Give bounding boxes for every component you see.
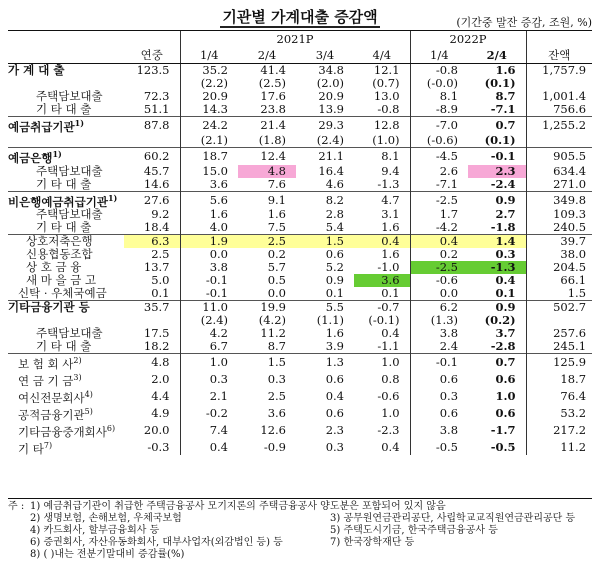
table-row: [8, 371, 592, 388]
header-row-quarters: [8, 47, 592, 64]
table-cell: 6.3: [124, 235, 180, 249]
table-cell: 14.6: [143, 176, 170, 191]
table-cell: 4.9: [151, 405, 170, 420]
table-cell: 204.5: [526, 261, 592, 274]
table-cell: 6.2: [410, 301, 468, 315]
table-cell: 18.2: [143, 339, 170, 354]
table-cell: 2.3: [325, 422, 344, 437]
table-cell: 0.5: [267, 273, 286, 288]
page-title: 기관별 가계대출 증감액: [222, 8, 378, 26]
table-cell: (1.0): [372, 132, 400, 147]
table-cell: (1.3): [410, 314, 468, 327]
table-cell: 0.6: [325, 372, 344, 387]
table-cell: 0.0: [267, 286, 286, 301]
table-cell: 1.7: [410, 208, 468, 221]
table-cell: 2.5: [151, 247, 170, 262]
table-cell: 1.3: [296, 354, 354, 371]
table-row: [8, 178, 592, 192]
table-cell: -0.5: [410, 439, 468, 456]
table-cell: 2.6: [410, 165, 468, 178]
table-cell: 0.9: [468, 191, 526, 208]
table-cell: 123.5: [124, 64, 180, 78]
table-cell: 12.4: [238, 147, 296, 164]
row-label: 신용협동조합: [26, 247, 93, 262]
table-cell: 3.6: [180, 178, 238, 192]
table-cell: 5.6: [180, 191, 238, 208]
table-cell: 2.7: [495, 207, 516, 222]
table-cell: 0.6: [495, 405, 516, 420]
table-cell: 0.3: [410, 388, 468, 405]
table-cell: 0.7: [468, 117, 526, 134]
row-label: 여신전문회사$^{4)}$: [18, 390, 93, 405]
table-cell: 2.1: [180, 388, 238, 405]
row-label: 가 계 대 출: [8, 64, 124, 78]
table-cell: -0.3: [147, 439, 170, 454]
table-cell: 3.6: [354, 274, 410, 287]
table-cell: 634.4: [526, 165, 592, 178]
table-cell: 27.6: [124, 191, 180, 208]
table-cell: 20.0: [143, 422, 170, 437]
table-cell: 0.3: [495, 247, 516, 262]
table-cell: -0.6: [377, 389, 400, 404]
table-cell: 0.6: [410, 371, 468, 388]
row-label: 예금취급기관$^{1)}$: [8, 117, 124, 134]
table-cell: -8.9: [410, 103, 468, 117]
table-cell: 0.8: [381, 372, 400, 387]
unit-note: (기간중 말잔 증감, 조원, %): [456, 16, 592, 29]
table-cell: 0.1: [381, 286, 400, 301]
table-cell: 1.6: [180, 208, 238, 221]
table-cell: 0.0: [180, 248, 238, 261]
header-q: 2/4: [468, 47, 526, 64]
table-cell: 2.5: [238, 235, 296, 249]
table-cell: 3.6: [267, 405, 286, 420]
table-cell: 3.7: [495, 326, 516, 341]
table-cell: 7.5: [267, 220, 286, 235]
table-cell: 2.3: [468, 165, 526, 178]
table-row: [8, 354, 592, 371]
table-cell: 0.7: [468, 354, 526, 371]
table-cell: -1.0: [377, 260, 400, 275]
footnote-1: 1) 예금취급기관이 취급한 주택금융공사 모기지론의 주택금융공사 양도분은 포함되어 있지 않음: [30, 501, 446, 512]
header-q: 2/4: [238, 47, 296, 64]
table-cell: -0.1: [180, 287, 238, 301]
table-cell: 4.2: [180, 327, 238, 340]
table-row: [8, 103, 592, 117]
table-cell: 1.5: [296, 235, 354, 249]
table-cell: -7.1: [410, 178, 468, 192]
table-cell: 12.1: [354, 64, 410, 78]
table-row: [8, 221, 592, 235]
footnote-4: 4) 카드회사, 할부금융회사 등: [30, 525, 160, 536]
table-row: [8, 405, 592, 422]
table-cell: (-0.6): [410, 134, 468, 148]
table-cell: -1.3: [377, 176, 400, 191]
table-cell: 11.0: [180, 301, 238, 315]
table-cell: 9.4: [381, 163, 400, 178]
table-cell: 245.1: [526, 340, 592, 354]
table-cell: 13.7: [143, 260, 170, 275]
table-cell: 1.6: [381, 247, 400, 262]
table-cell: (2.5): [258, 76, 286, 90]
table-row: [8, 287, 592, 301]
table-cell: 8.7: [267, 339, 286, 354]
table-cell: -0.9: [263, 439, 286, 454]
table-cell: 0.6: [495, 372, 516, 387]
table-cell: 34.8: [296, 64, 354, 78]
table-cell: 1.6: [468, 64, 526, 78]
table-cell: 502.7: [526, 301, 592, 315]
table-cell: -0.8: [377, 102, 400, 116]
table-cell: (0.1): [484, 132, 516, 147]
table-cell: 0.6: [410, 405, 468, 422]
table-cell: (2.1): [180, 134, 238, 148]
table-cell: 0.4: [381, 439, 400, 454]
table-cell: 0.3: [180, 371, 238, 388]
table-cell: -0.1: [410, 354, 468, 371]
table-cell: -2.3: [377, 422, 400, 437]
table-cell: (-0.1): [368, 313, 400, 328]
table-row: [8, 165, 592, 178]
table-cell: 39.7: [526, 235, 592, 249]
table-cell: (0.2): [484, 313, 516, 328]
table-cell: -0.1: [180, 274, 238, 287]
table-cell: -7.0: [410, 117, 468, 134]
table-cell: 0.1: [495, 286, 516, 301]
table-cell: -1.1: [377, 339, 400, 354]
table-cell: 5.5: [296, 301, 354, 315]
table-cell: 5.7: [267, 260, 286, 275]
table-cell: 35.7: [124, 301, 180, 315]
table-cell: 35.2: [180, 64, 238, 78]
table-cell: 24.2: [180, 117, 238, 134]
table-row: [8, 301, 592, 315]
table-cell: 8.2: [296, 191, 354, 208]
table-row: [8, 439, 592, 456]
table-row: [8, 134, 592, 148]
table-cell: (2.4): [180, 314, 238, 327]
footnotes: [8, 498, 592, 561]
table-cell: 3.1: [381, 207, 400, 222]
table-cell: 7.6: [267, 176, 286, 191]
table-cell: (1.8): [258, 132, 286, 147]
table-cell: 1.0: [354, 354, 410, 371]
table-cell: 13.0: [373, 89, 400, 103]
table-cell: -0.7: [354, 301, 410, 315]
table-cell: 5.0: [151, 273, 170, 288]
header-row-years: [8, 31, 592, 48]
table-cell: 0.6: [325, 405, 344, 420]
table-row: [8, 64, 592, 78]
row-label: 연 금 기 금$^{3)}$: [18, 373, 82, 389]
table-cell: 8.7: [495, 89, 516, 103]
table-row: [8, 235, 592, 249]
table-cell: 4.8: [124, 354, 180, 371]
table-cell: 0.9: [325, 273, 344, 288]
row-label: 기 타 대 출: [36, 176, 92, 191]
row-label: 예금은행$^{1)}$: [8, 147, 124, 164]
table-cell: 14.3: [180, 103, 238, 117]
table-cell: 217.2: [526, 422, 592, 439]
table-cell: -0.5: [490, 439, 516, 454]
row-label: 기 타 대 출: [36, 339, 92, 354]
table-cell: 257.6: [526, 327, 592, 340]
header-2022: 2022P: [410, 31, 526, 48]
table-cell: -0.2: [180, 405, 238, 422]
table-cell: 0.1: [325, 286, 344, 301]
table-cell: 38.0: [526, 248, 592, 261]
header-q: 4/4: [354, 47, 410, 64]
table-cell: 1.0: [381, 405, 400, 420]
footnote-6: 6) 증권회사, 자산유동화회사, 대부사업자(외감법인 등) 등: [30, 537, 283, 548]
table-cell: 109.3: [526, 208, 592, 221]
row-label: 상호저축은행: [8, 235, 124, 249]
table-cell: 45.7: [143, 163, 170, 178]
table-cell: (0.1): [484, 76, 516, 90]
table-cell: 6.7: [180, 340, 238, 354]
table-cell: 66.1: [526, 274, 592, 287]
header-2021: 2021P: [180, 31, 410, 48]
footnote-3: 3) 공무원연금관리공단, 사립학교교직원연금관리공단 등: [330, 513, 576, 524]
table-cell: 8.1: [354, 147, 410, 164]
table-cell: 9.1: [238, 191, 296, 208]
table-cell: -0.1: [468, 147, 526, 164]
table-cell: (4.2): [258, 313, 286, 328]
row-label: 주택담보대출: [36, 163, 103, 178]
table-cell: 2.8: [325, 207, 344, 222]
row-label: 기타금융기관 등: [8, 301, 124, 315]
row-label: 신탁 · 우체국예금: [18, 286, 107, 301]
table-cell: -4.5: [410, 147, 468, 164]
table-cell: 125.9: [526, 354, 592, 371]
table-cell: 21.4: [238, 117, 296, 134]
table-cell: 2.5: [267, 389, 286, 404]
table-cell: 0.4: [325, 389, 344, 404]
table-cell: 0.3: [267, 372, 286, 387]
table-row: [8, 147, 592, 164]
table-cell: 23.8: [260, 102, 286, 116]
table-cell: 1,001.4: [526, 90, 592, 103]
table-cell: 2.4: [410, 340, 468, 354]
table-row: [8, 340, 592, 354]
loan-table: [8, 30, 592, 455]
row-label: 주택담보대출: [36, 207, 103, 222]
table-cell: -1.3: [468, 261, 526, 274]
table-cell: 29.3: [296, 117, 354, 134]
row-label: 기 타$^{7)}$: [18, 440, 53, 456]
table-cell: -0.8: [410, 64, 468, 78]
table-cell: (2.2): [180, 77, 238, 90]
table-cell: 271.0: [526, 178, 592, 192]
table-cell: 905.5: [526, 147, 592, 164]
row-label: 기 타 대 출: [36, 102, 92, 116]
table-cell: -0.6: [410, 274, 468, 287]
table-cell: 0.0: [410, 287, 468, 301]
table-cell: 18.4: [143, 220, 170, 235]
header-balance: 잔액: [526, 47, 592, 64]
table-cell: (-0.0): [410, 77, 468, 90]
table-cell: -1.7: [490, 422, 516, 437]
table-cell: 8.1: [410, 90, 468, 103]
table-cell: 4.8: [238, 165, 296, 178]
row-label: 비은행예금취급기관$^{1)}$: [8, 191, 124, 208]
table-row: [8, 117, 592, 134]
table-cell: 11.2: [260, 326, 286, 341]
footnote-lead: 주 :: [8, 501, 25, 512]
table-cell: 1.0: [180, 354, 238, 371]
header-q: 1/4: [410, 47, 468, 64]
footnote-2: 2) 생명보험, 손해보험, 우체국보험: [30, 513, 182, 524]
table-cell: 87.8: [124, 117, 180, 134]
table-row: [8, 191, 592, 208]
row-label: 주택담보대출: [36, 89, 103, 103]
table-cell: [526, 134, 592, 148]
row-label: [8, 134, 124, 148]
table-cell: 2.0: [151, 372, 170, 387]
table-cell: 349.8: [526, 191, 592, 208]
row-label: 주택담보대출: [36, 326, 103, 341]
table-cell: -2.4: [490, 176, 516, 191]
table-cell: -1.8: [490, 220, 516, 235]
table-cell: 21.1: [296, 147, 354, 164]
table-cell: 13.9: [318, 102, 344, 116]
table-cell: 1,757.9: [526, 64, 592, 78]
row-label: 새 마 을 금 고: [26, 273, 97, 288]
table-cell: 1.5: [526, 287, 592, 301]
table-cell: 240.5: [526, 221, 592, 235]
table-cell: 12.6: [260, 422, 286, 437]
row-label: 기타금융중개회사$^{6)}$: [18, 423, 116, 439]
table-cell: 1.6: [267, 207, 286, 222]
table-cell: 0.1: [151, 286, 170, 301]
table-cell: -7.1: [490, 102, 516, 116]
table-cell: 9.2: [151, 207, 170, 222]
table-cell: 4.0: [180, 221, 238, 235]
table-cell: 19.9: [238, 301, 296, 315]
table-cell: 0.4: [410, 235, 468, 249]
table-cell: 1.9: [180, 235, 238, 249]
header-annual: 연중: [124, 47, 180, 64]
table-cell: 12.8: [354, 117, 410, 134]
table-cell: 72.3: [143, 89, 170, 103]
table-cell: 7.4: [180, 422, 238, 439]
table-cell: (0.7): [372, 76, 400, 90]
table-cell: 16.4: [318, 163, 344, 178]
table-cell: 17.5: [143, 326, 170, 341]
header-q: 3/4: [296, 47, 354, 64]
table-cell: 3.8: [410, 422, 468, 439]
table-cell: 53.2: [526, 405, 592, 422]
footnote-8: 8) ( )내는 전분기말대비 증감률(%): [30, 549, 185, 560]
table-cell: 3.9: [325, 339, 344, 354]
table-cell: 0.3: [325, 439, 344, 454]
table-cell: 18.7: [526, 371, 592, 388]
table-cell: 4.6: [325, 176, 344, 191]
footnote-5: 5) 주택도시기금, 한국주택금융공사 등: [330, 525, 498, 536]
table-cell: 1.6: [325, 326, 344, 341]
table-cell: 5.2: [325, 260, 344, 275]
table-row: [8, 422, 592, 439]
table-cell: 0.9: [468, 301, 526, 315]
table-cell: 51.1: [143, 102, 170, 116]
table-cell: 1.6: [381, 220, 400, 235]
table-cell: -2.5: [410, 261, 468, 274]
table-cell: 4.4: [151, 389, 170, 404]
table-cell: 11.2: [526, 439, 592, 456]
table-cell: 1.0: [495, 389, 516, 404]
table-cell: 0.4: [495, 273, 516, 288]
table-cell: 4.7: [354, 191, 410, 208]
table-cell: 0.4: [381, 326, 400, 341]
row-label: 공적금융기관$^{5)}$: [18, 406, 93, 422]
row-label: 보 험 회 사$^{2)}$: [8, 354, 124, 371]
row-label: 기 타 대 출: [36, 220, 92, 235]
table-cell: 5.4: [325, 220, 344, 235]
table-cell: -2.5: [410, 191, 468, 208]
table-cell: 0.4: [354, 235, 410, 249]
table-cell: 17.6: [260, 89, 286, 103]
table-cell: (1.1): [316, 313, 344, 328]
table-cell: -2.8: [490, 339, 516, 354]
table-body: [8, 64, 592, 456]
table-cell: [124, 134, 180, 148]
table-cell: 0.2: [267, 247, 286, 262]
table-cell: 41.4: [238, 64, 296, 78]
row-label: 상 호 금 융: [26, 260, 82, 275]
table-cell: 0.6: [325, 247, 344, 262]
table-cell: 76.4: [526, 388, 592, 405]
table-cell: 60.2: [124, 147, 180, 164]
table-cell: 1,255.2: [526, 117, 592, 134]
table-cell: 1.4: [468, 235, 526, 249]
footnote-7: 7) 한국장학재단 등: [330, 537, 415, 548]
table-cell: 3.8: [180, 261, 238, 274]
table-cell: 756.6: [526, 103, 592, 117]
table-cell: 1.5: [238, 354, 296, 371]
header-q: 1/4: [180, 47, 238, 64]
table-cell: 20.9: [180, 90, 238, 103]
table-cell: 20.9: [318, 89, 344, 103]
table-cell: -4.2: [410, 221, 468, 235]
table-cell: 15.0: [180, 165, 238, 178]
table-cell: 18.7: [180, 147, 238, 164]
table-cell: 3.8: [410, 327, 468, 340]
table-cell: 0.4: [180, 439, 238, 456]
table-row: [8, 388, 592, 405]
table-cell: (2.4): [316, 132, 344, 147]
table-cell: 0.2: [410, 248, 468, 261]
table-cell: (2.0): [316, 76, 344, 90]
